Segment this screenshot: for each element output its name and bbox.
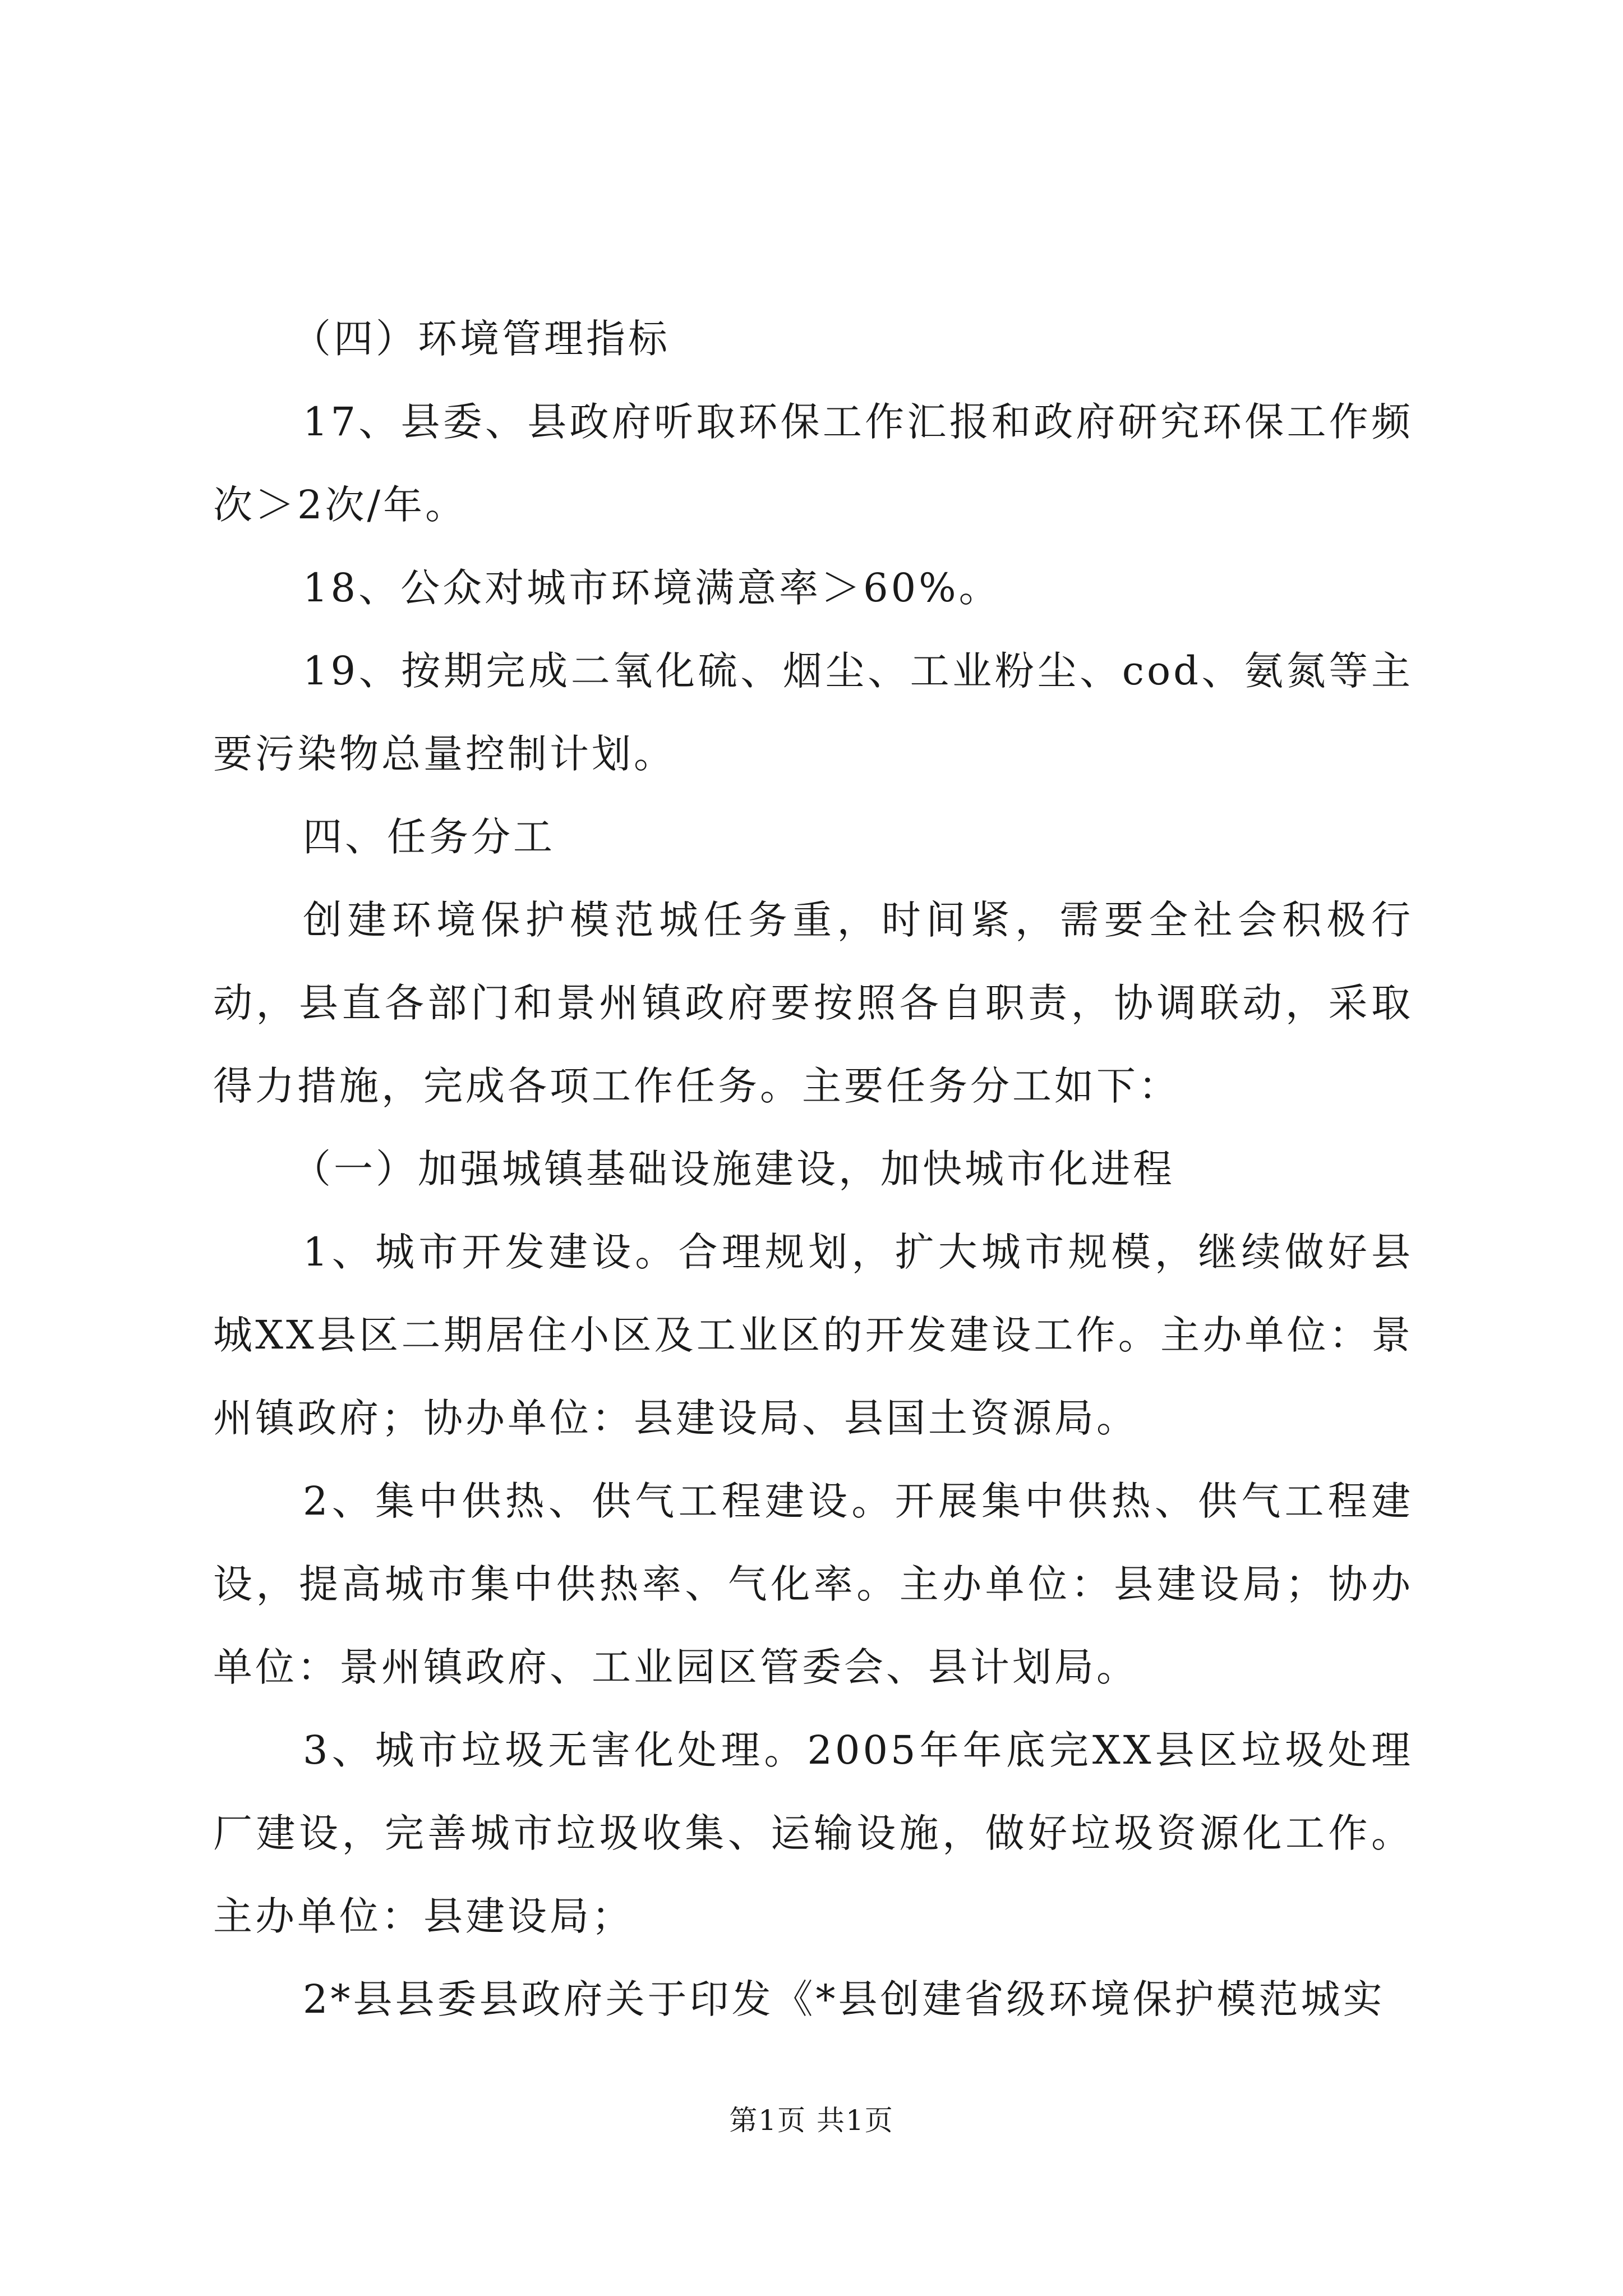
paragraph-task-1: 1、城市开发建设。合理规划，扩大城市规模，继续做好县城XX县区二期居住小区及工业区的开发建设工作。主办单位：景州镇政府；协办单位：县建设局、县国土资源局。 — [213, 1229, 1413, 1441]
page-footer: 第1页 共1页 — [729, 2104, 894, 2137]
paragraph-task-3: 3、城市垃圾无害化处理。2005年年底完XX县区垃圾处理厂建设，完善城市垃圾收集、运输设施，做好垃圾资源化工作。主办单位：县建设局； — [213, 1727, 1413, 1939]
document-body — [213, 297, 1413, 2041]
paragraph-item-17: 17、县委、县政府听取环保工作汇报和政府研究环保工作频次＞2次/年。 — [213, 399, 1413, 528]
subsection-heading-infrastructure: （一）加强城镇基础设施建设，加快城市化进程 — [292, 1146, 1175, 1192]
section-heading-task-division: 四、任务分工 — [303, 814, 555, 860]
paragraph-task-intro: 创建环境保护模范城任务重，时间紧，需要全社会积极行动，县直各部门和景州镇政府要按照各自职责，协调联动，采取得力措施，完成各项工作任务。主要任务分工如下： — [213, 897, 1413, 1109]
paragraph-item-19: 19、按期完成二氧化硫、烟尘、工业粉尘、cod、氨氮等主要污染物总量控制计划。 — [213, 648, 1413, 777]
paragraph-item-18: 18、公众对城市环境满意率＞60%。 — [303, 565, 1001, 611]
paragraph-document-title-fragment: 2*县县委县政府关于印发《*县创建省级环境保护模范城实 — [303, 1976, 1385, 2022]
paragraph-task-2: 2、集中供热、供气工程建设。开展集中供热、供气工程建设，提高城市集中供热率、气化率。主办单位：县建设局；协办单位：景州镇政府、工业园区管委会、县计划局。 — [213, 1478, 1413, 1690]
section-heading-environment-management: （四）环境管理指标 — [292, 316, 670, 362]
